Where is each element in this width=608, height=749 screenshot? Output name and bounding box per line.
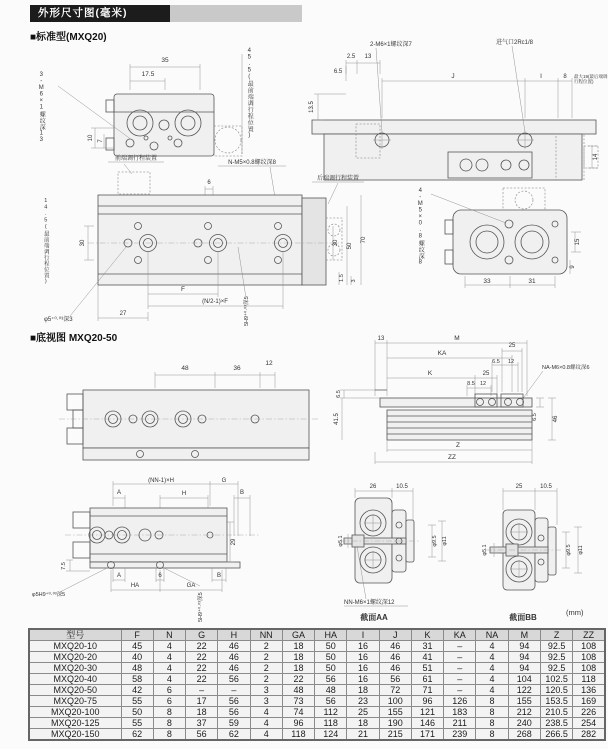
value-cell: 155 [379,707,411,718]
value-cell: 4 [250,718,282,729]
value-cell: 55 [121,696,153,707]
value-cell: 2 [250,663,282,674]
dim-HA: HA [130,583,140,589]
value-cell: 108 [573,641,605,652]
column-header: G [186,629,218,641]
value-cell: 8 [153,707,185,718]
value-cell: 92.5 [540,652,572,663]
dim-A: A [116,573,122,579]
model-cell: MXQ20-20 [29,652,121,663]
value-cell: 96 [282,718,314,729]
value-cell: 238.5 [540,718,572,729]
value-cell: 190 [379,718,411,729]
dim-K: K [427,370,433,377]
dim-H: H [181,491,187,497]
value-cell: 55 [121,718,153,729]
dim-46: 46 [553,415,559,423]
value-cell: 94 [508,652,540,663]
column-header: M [508,629,540,641]
value-cell: 62 [218,729,250,741]
dim-I: I [540,73,542,80]
column-header: I [347,629,379,641]
dim-13: 13 [377,336,385,342]
value-cell: 50 [121,707,153,718]
value-cell: 8 [476,718,508,729]
value-cell: 18 [282,641,314,652]
value-cell: 18 [186,707,218,718]
keyway-label: 5H9⁺⁰·⁰³深5 [198,592,204,622]
value-cell: 2 [250,641,282,652]
dim-9-5: φ9.5 [432,535,438,547]
value-cell: 22 [186,674,218,685]
value-cell: 18 [282,663,314,674]
column-header: NA [476,629,508,641]
dim-25: 25 [515,484,523,490]
pin-hole-label: φ5⁺⁰·⁰³深3 [44,317,73,323]
model-cell: MXQ20-75 [29,696,121,707]
dim-15: 15 [575,238,581,246]
value-cell: 22 [186,663,218,674]
value-cell: 74 [282,707,314,718]
value-cell: 71 [411,685,443,696]
lower-view-drawing [30,476,342,624]
dim-3: 3 [351,279,357,283]
rear-adjuster-label: 后端调行程装置 [316,176,360,182]
dim-33: 33 [483,278,491,285]
table-row [29,652,605,663]
section-bb-geometry [478,480,608,622]
column-header: N [153,629,185,641]
value-cell: 210.5 [540,707,572,718]
thread-label: N-M5×0.8螺纹深8 [228,160,276,166]
value-cell: 46 [218,652,250,663]
detail-view-geometry [415,182,608,294]
value-cell: 50 [315,652,347,663]
model-cell: MXQ20-150 [29,729,121,741]
value-cell: 171 [411,729,443,741]
value-cell: 56 [218,707,250,718]
value-cell: 23 [347,696,379,707]
value-cell: 120.5 [540,685,572,696]
value-cell: 118 [573,674,605,685]
value-cell: 42 [121,685,153,696]
lower-view-geometry [30,476,342,624]
model-cell: MXQ20-50 [29,685,121,696]
dim-8: 8 [563,74,567,80]
table-row [29,718,605,729]
dim-17-5: 17.5 [141,71,155,78]
dim-J: J [451,73,455,80]
dim-12a: 12 [507,359,515,365]
dim-36: 36 [233,365,241,372]
value-cell: 16 [347,652,379,663]
value-cell: 215 [379,729,411,741]
dim-41-5: 41.5 [334,413,340,425]
model-cell: MXQ20-125 [29,718,121,729]
value-cell: 56 [218,674,250,685]
dim-50: 50 [347,242,353,250]
value-cell: 46 [379,652,411,663]
value-cell: 155 [508,696,540,707]
dim-6: 6 [207,180,211,186]
value-cell: 41 [411,652,443,663]
value-cell: – [218,685,250,696]
value-cell: 121 [411,707,443,718]
value-cell: 72 [379,685,411,696]
value-cell: 96 [411,696,443,707]
end-view-drawing [36,42,304,160]
dim-14: 14 [593,153,599,161]
value-cell: 108 [573,652,605,663]
value-cell: 240 [508,718,540,729]
value-cell: 56 [379,674,411,685]
value-cell: 16 [347,641,379,652]
value-cell: 22 [186,641,218,652]
value-cell: – [444,674,476,685]
dim-9: 9 [570,265,576,269]
dim-G: G [221,478,227,484]
section-aa-geometry [336,480,478,622]
dim-13-5: 13.5 [309,101,315,113]
value-cell: 21 [347,729,379,741]
value-cell: 4 [153,663,185,674]
value-cell: 37 [186,718,218,729]
value-cell: 266.5 [540,729,572,741]
dim-1-5: 1.5 [339,274,345,282]
dim-KA: KA [437,350,447,357]
dim-10-5: 10.5 [396,484,408,490]
table-row [29,707,605,718]
bottom-view-left-geometry [55,348,325,466]
top-view-drawing [300,34,608,161]
value-cell: – [444,685,476,696]
model-cell: MXQ20-100 [29,707,121,718]
dimension-table [28,628,606,741]
bottom-view-left-drawing [55,348,325,466]
dim-6-5-right: 6.5 [532,413,538,421]
value-cell: 4 [153,652,185,663]
value-cell: 4 [153,674,185,685]
dim-8-5: 8.5 [467,381,475,387]
value-cell: 8 [476,696,508,707]
value-cell: 6 [153,696,185,707]
value-cell: 4 [476,685,508,696]
value-cell: 16 [347,674,379,685]
value-cell: 118 [282,729,314,741]
value-cell: 18 [347,718,379,729]
value-cell: 17 [186,696,218,707]
value-cell: – [444,641,476,652]
bottom-view-right-geometry [330,332,608,470]
table-row [29,685,605,696]
section-bb-drawing [478,480,608,622]
dim-25b: 25 [482,371,490,377]
dim-11: φ11 [442,536,448,546]
value-cell: 212 [508,707,540,718]
end-view-thread-note: 3-M6×1螺纹深13 [38,72,45,144]
value-cell: 4 [476,652,508,663]
value-cell: 48 [121,663,153,674]
dim-26: 26 [369,484,377,490]
value-cell: 50 [315,663,347,674]
value-cell: 104 [508,674,540,685]
column-header: ZZ [573,629,605,641]
value-cell: 6 [153,685,185,696]
value-cell: 58 [121,674,153,685]
value-cell: 146 [411,718,443,729]
dim-F: F [181,286,185,293]
column-header: GA [282,629,314,641]
value-cell: 4 [476,641,508,652]
value-cell: 268 [508,729,540,741]
table-row [29,729,605,741]
column-header: J [379,629,411,641]
value-cell: 112 [315,707,347,718]
table-header-row [29,629,605,641]
dim-Z: Z [456,442,460,449]
dim-7: 7 [98,139,104,143]
dim-6: 6 [158,573,162,579]
dim-5-1: φ5.1 [338,535,344,547]
column-header: 型号 [29,629,121,641]
value-cell: 4 [250,707,282,718]
value-cell: 102.5 [540,674,572,685]
value-cell: 2 [250,652,282,663]
value-cell: 48 [315,685,347,696]
dim-NF: (N/2-1)×F [202,299,228,305]
dim-M: M [454,335,460,342]
value-cell: 254 [573,718,605,729]
value-cell: – [444,652,476,663]
section-aa-drawing [336,480,478,622]
value-cell: 92.5 [540,641,572,652]
value-cell: 62 [121,729,153,741]
keyway-label: 5H9⁺⁰·⁰³深5 [244,296,250,326]
dim-10-5: 10.5 [540,484,552,490]
value-cell: 18 [282,652,314,663]
value-cell: 94 [508,663,540,674]
value-cell: 46 [379,641,411,652]
unit-note: (mm) [566,608,584,617]
dim-GA: GA [186,583,196,589]
column-header: H [218,629,250,641]
value-cell: 282 [573,729,605,741]
model-cell: MXQ20-40 [29,674,121,685]
dim-B: B [216,573,222,579]
value-cell: 50 [315,641,347,652]
section-aa-caption: 截面AA [360,613,388,622]
model-cell: MXQ20-30 [29,663,121,674]
column-header: NN [250,629,282,641]
value-cell: 124 [315,729,347,741]
value-cell: 92.5 [540,663,572,674]
dim-25a: 25 [508,343,516,349]
bottom-view-right-drawing [330,332,608,470]
dim-31: 31 [528,278,536,285]
side-view-drawing [40,148,370,330]
column-header: HA [315,629,347,641]
table-row [29,674,605,685]
value-cell: 46 [218,663,250,674]
side-view-geometry [40,148,370,330]
dim-ZZ: ZZ [448,454,456,461]
dim-70: 70 [361,236,367,244]
value-cell: 8 [476,707,508,718]
value-cell: 51 [411,663,443,674]
value-cell: 226 [573,707,605,718]
value-cell: 153.5 [540,696,572,707]
dim-29: 29 [231,538,237,546]
value-cell: 118 [315,718,347,729]
page-title: 外形尺寸图(毫米) [30,5,170,22]
value-cell: 4 [476,663,508,674]
value-cell: 56 [186,729,218,741]
column-header: F [121,629,153,641]
dim-11: φ11 [578,545,584,555]
value-cell: 22 [282,674,314,685]
model-cell: MXQ20-10 [29,641,121,652]
table-row [29,663,605,674]
bottom-view-label: ■底视图 MXQ20-50 [30,333,118,344]
value-cell: 25 [347,707,379,718]
value-cell: 56 [218,696,250,707]
dim-B-top: B [239,490,245,496]
value-cell: 8 [153,729,185,741]
value-cell: 169 [573,696,605,707]
dim-12: 12 [265,360,273,367]
value-cell: 16 [347,663,379,674]
max-stroke-note: 最大19(最后端调行程位置) [574,74,608,85]
value-cell: 136 [573,685,605,696]
column-header: Z [540,629,572,641]
value-cell: 46 [379,663,411,674]
value-cell: 22 [186,652,218,663]
value-cell: 2 [250,674,282,685]
column-header: K [411,629,443,641]
dim-5-1: φ5.1 [482,544,488,556]
value-cell: – [186,685,218,696]
value-cell: 56 [315,674,347,685]
thread-label: NA-M6×0.8螺纹深6 [542,365,590,371]
dim-30-right: 30 [333,239,339,247]
value-cell: 122 [508,685,540,696]
value-cell: 183 [444,707,476,718]
section-bb-caption: 截面BB [509,613,537,622]
value-cell: 4 [476,674,508,685]
value-cell: 59 [218,718,250,729]
value-cell: 3 [250,696,282,707]
end-view-geometry [36,42,304,160]
value-cell: 211 [444,718,476,729]
table-row [29,641,605,652]
value-cell: 8 [476,729,508,741]
value-cell: 94 [508,641,540,652]
value-cell: 4 [250,729,282,741]
value-cell: 126 [444,696,476,707]
detail-thread-note: 4-M5×0.8螺纹深8 [417,188,424,266]
dim-13: 13 [364,54,372,60]
dim-12b: 12 [479,381,487,387]
value-cell: 18 [347,685,379,696]
front-adjuster-label: 前端调行程装置 [114,156,158,162]
value-cell: 73 [282,696,314,707]
thread-label: NN-M6×1螺纹深12 [344,600,395,606]
dim-2-5: 2.5 [346,54,356,60]
thread-label: 2-M6×1螺纹深7 [370,42,412,48]
top-view-geometry [300,34,608,161]
standard-type-label: ■标准型(MXQ20) [30,32,107,43]
dim-6-5-left: 6.5 [336,390,342,398]
column-header: KA [444,629,476,641]
value-cell: 239 [444,729,476,741]
pin-hole-label: φ5H9⁺⁰·⁰³深5 [32,592,66,598]
value-cell: 3 [250,685,282,696]
dim-48: 48 [181,365,189,372]
dim-7-5: 7.5 [61,562,67,570]
value-cell: 48 [282,685,314,696]
dim-30-left: 30 [80,239,86,247]
end-view-stroke-note: 45.5(最前端调行程位置) [246,48,253,139]
value-cell: 40 [121,652,153,663]
value-cell: 61 [411,674,443,685]
dim-NNH: (NN-1)×H [148,478,174,484]
detail-view-drawing [415,182,608,294]
value-cell: 31 [411,641,443,652]
value-cell: 8 [153,718,185,729]
dim-9-5: φ9.5 [566,544,572,556]
dim-6-5a: 6.5 [492,359,500,365]
value-cell: 4 [153,641,185,652]
dim-A-top: A [116,490,122,496]
dim-10: 10 [88,134,94,142]
value-cell: – [444,663,476,674]
table-row [29,696,605,707]
value-cell: 45 [121,641,153,652]
dim-6-5: 6.5 [333,69,343,75]
side-view-pos-note: 14.5(最前端调行程位置) [42,198,49,285]
dim-35: 35 [161,57,169,64]
value-cell: 108 [573,663,605,674]
value-cell: 46 [218,641,250,652]
value-cell: 100 [379,696,411,707]
value-cell: 56 [315,696,347,707]
port-label: 进气口2Rc1/8 [496,40,534,46]
title-bar [30,5,302,22]
dim-27: 27 [119,311,127,317]
